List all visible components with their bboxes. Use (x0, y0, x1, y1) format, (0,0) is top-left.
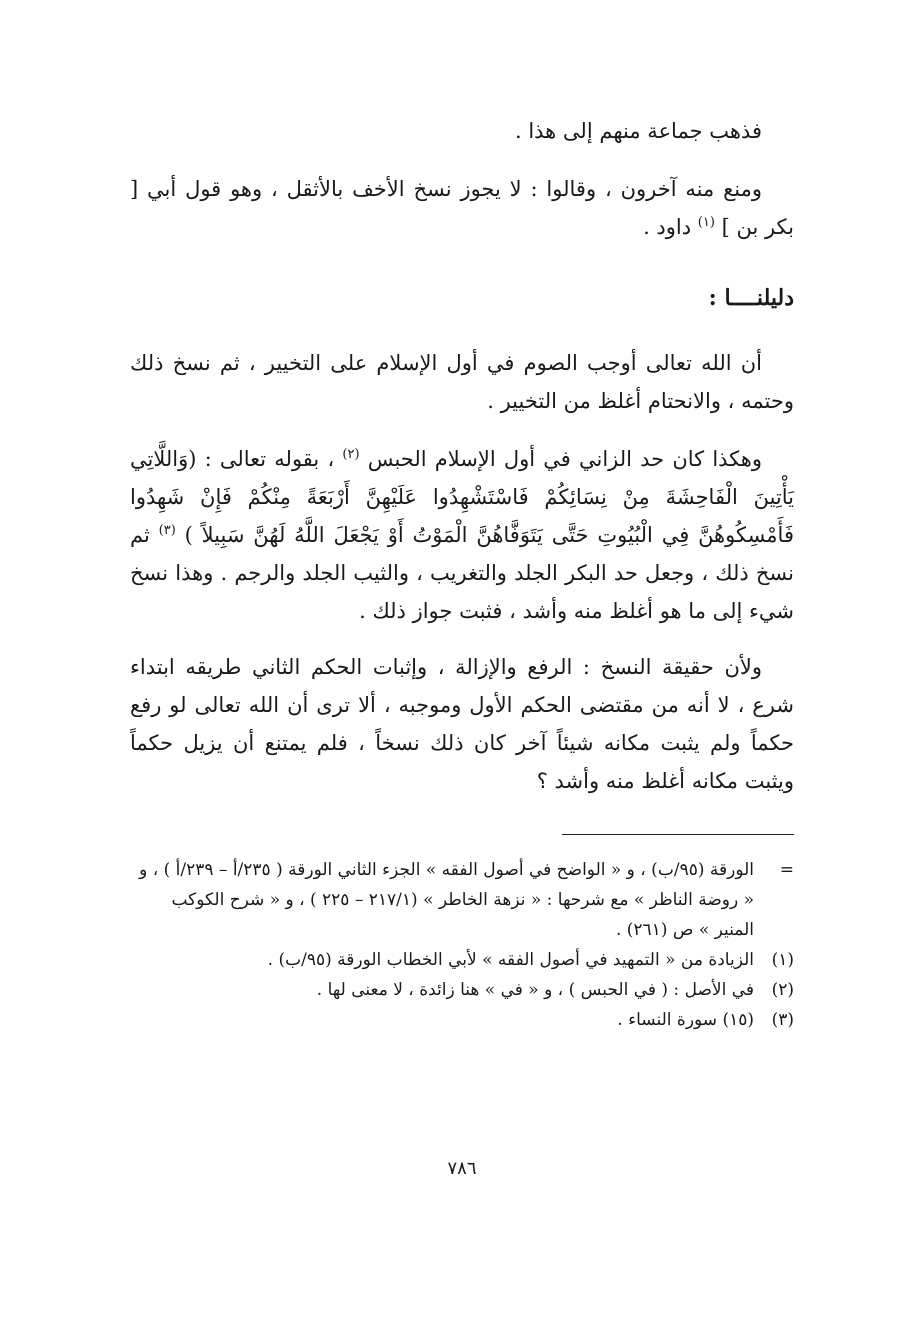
footnotes (130, 855, 794, 1035)
page-number: ٧٨٦ (447, 1158, 477, 1179)
paragraph-4-text-after: ثم نسخ ذلك ، وجعل حد البكر الجلد والتغريب ، والثيب الجلد والرجم . وهذا نسخ شيء إلى ما هو أغلظ منه وأشد ، فثبت جواز ذلك . (130, 523, 794, 623)
footnote-2 (130, 975, 794, 1005)
footnote-text: في الأصل : ( في الحبس ) ، و « في » هنا زائدة ، لا معنى لها . (316, 980, 754, 1000)
paragraph-4-text-mid: ، بقوله تعالى : (وَاللَّاتِي يَأْتِينَ الْفَاحِشَةَ مِنْ نِسَائِكُمْ فَاسْتَشْهِدُوا عَلَيْهِنَّ أَرْبَعَةً مِنْكُمْ فَإِنْ شَهِدُوا فَأَمْسِكُوهُنَّ فِي الْبُيُوتِ حَتَّى يَتَوَفَّاهُنَّ الْمَوْتُ أَوْ يَجْعَلَ اللَّهُ لَهُنَّ سَبِيلاً ) (130, 447, 794, 547)
paragraph-4-text-before: وهكذا كان حد الزاني في أول الإسلام الحبس (359, 447, 762, 471)
paragraph-1 (130, 112, 794, 150)
paragraph-5 (130, 648, 794, 800)
footnote-text: الورقة (٩٥/ب) ، و « الواضح في أصول الفقه » الجزء الثاني الورقة ( ٢٣٥/أ – ٢٣٩/أ ) ، و « روضة الناظر » مع شرحها : « نزهة الخاطر » (٢١٧/١ – ٢٢٥ ) ، و « شرح الكوكب المنير » ص (٢٦١) . (139, 860, 754, 940)
footnote-mark: = (779, 860, 794, 880)
paragraph-2-text-after: داود . (643, 215, 698, 239)
footnote-1 (130, 945, 794, 975)
footnote-divider (562, 834, 794, 835)
footnote-continued (130, 855, 794, 945)
footnote-mark: (٣) (771, 1010, 794, 1030)
footnote-mark: (١) (771, 950, 794, 970)
section-heading: دليلنــــا : (708, 285, 794, 311)
paragraph-1-text: فذهب جماعة منهم إلى هذا . (514, 119, 762, 143)
footnote-ref-2: (٢) (342, 447, 360, 462)
paragraph-3-text: أن الله تعالى أوجب الصوم في أول الإسلام على التخيير ، ثم نسخ ذلك وحتمه ، والانحتام أغلظ من التخيير . (130, 351, 794, 413)
footnote-mark: (٢) (771, 980, 794, 1000)
footnote-text: الزيادة من « التمهيد في أصول الفقه » لأبي الخطاب الورقة (٩٥/ب) . (267, 950, 754, 970)
footnote-ref-1: (١) (697, 215, 715, 230)
paragraph-3 (130, 344, 794, 420)
footnote-text: (١٥) سورة النساء . (617, 1010, 754, 1030)
paragraph-4 (130, 440, 794, 630)
footnote-3 (130, 1005, 794, 1035)
paragraph-2-text-before: ومنع منه آخرون ، وقالوا : لا يجوز نسخ الأخف بالأثقل ، وهو قول أبي [ بكر بن ] (130, 177, 794, 239)
paragraph-2 (130, 170, 794, 246)
paragraph-5-text: ولأن حقيقة النسخ : الرفع والإزالة ، وإثبات الحكم الثاني طريقه ابتداء شرع ، لا أنه من مقتضى الحكم الأول وموجبه ، ألا ترى أن الله تعالى لو رفع حكماً ولم يثبت مكانه شيئاً آخر كان ذلك نسخاً ، فلم يمتنع أن يزيل حكماً ويثبت مكانه أغلظ منه وأشد ؟ (130, 655, 794, 793)
footnote-ref-3: (٣) (158, 523, 176, 538)
